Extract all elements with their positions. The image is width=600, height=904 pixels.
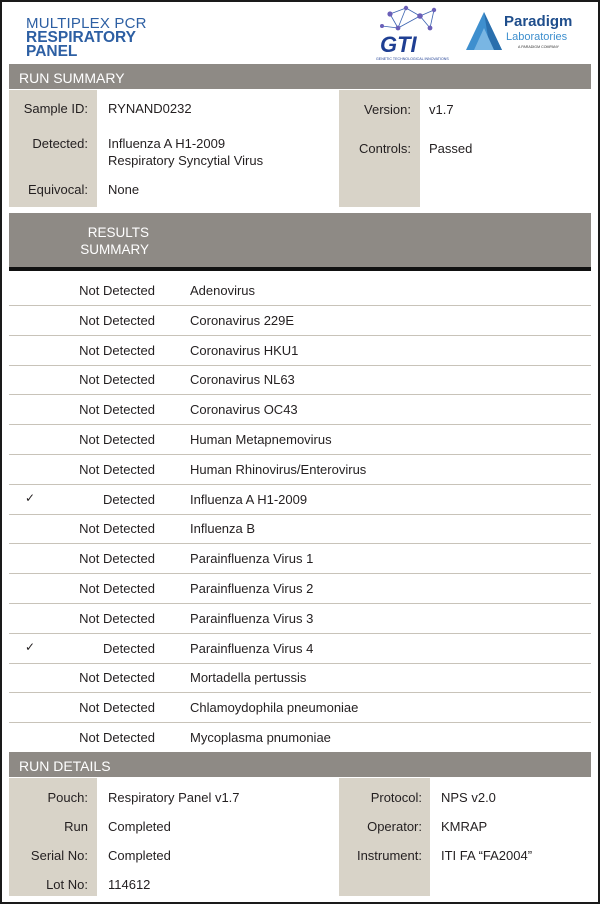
result-status: Not Detected [79,730,155,745]
result-status: Not Detected [79,700,155,716]
result-pathogen: Human Rhinovirus/Enterovirus [190,461,367,477]
results-summary-header [9,213,591,271]
run-label: Run [64,819,88,834]
result-status: Not Detected [79,551,155,567]
serial-label: Serial No: [30,848,88,863]
result-row [9,633,591,664]
controls-value: Passed [429,141,473,156]
result-status: Not Detected [79,610,155,626]
result-pathogen: Influenza B [190,521,256,537]
result-row [9,454,591,485]
result-pathogen: Influenza A H1-2009 [190,491,308,507]
result-row [9,543,591,574]
result-status: Not Detected [79,372,155,388]
svg-text:Paradigm: Paradigm [504,13,573,30]
result-pathogen: Coronavirus 229E [190,312,295,328]
result-status: Not Detected [79,461,155,477]
result-pathogen: Coronavirus OC43 [190,402,298,418]
report-title [26,16,147,59]
result-status: Not Detected [79,432,155,447]
result-status: Detected [102,491,155,507]
svg-text:GENETIC TECHNOLOGICAL INNOVATI: GENETIC TECHNOLOGICAL INNOVATIONS [376,57,449,61]
results-summary-title: RESULTS SUMMARY [80,225,149,257]
result-pathogen: Adenovirus [190,283,256,298]
pouch-label: Pouch: [47,790,88,805]
svg-text:Laboratories: Laboratories [506,31,568,43]
result-status: Not Detected [79,312,155,328]
controls-label: Controls: [358,141,411,156]
operator-value: KMRAP [441,819,488,834]
protocol-value: NPS v2.0 [441,790,496,805]
result-pathogen: Parainfluenza Virus 2 [190,581,314,596]
sample-id-label: Sample ID: [23,101,88,116]
run-details-bar [9,752,591,777]
protocol-label: Protocol: [370,790,422,805]
result-pathogen: Parainfluenza Virus 4 [190,640,314,656]
title-line-1: MULTIPLEX PCR [26,15,147,32]
result-row [9,305,591,336]
detected-value-1: Influenza A H1-2009 [108,136,226,151]
result-pathogen: Parainfluenza Virus 3 [190,610,314,626]
result-pathogen: Coronavirus HKU1 [190,342,299,358]
instrument-value: ITI FA “FA2004” [441,848,533,863]
result-pathogen: Mortadella pertussis [190,670,307,686]
check-icon: ✓ [25,639,36,654]
result-row [9,335,591,366]
result-pathogen: Mycoplasma pnumoniae [190,730,331,745]
check-icon: ✓ [25,490,36,505]
pouch-value: Respiratory Panel v1.7 [108,790,240,805]
detected-value-2: Respiratory Syncytial Virus [108,153,264,168]
lot-label: Lot No: [46,877,88,892]
operator-label: Operator: [367,819,422,834]
gti-wordmark [380,32,418,57]
instrument-label: Instrument: [356,848,422,863]
lot-value: 114612 [108,877,151,892]
title-line-2: RESPIRATORY [26,29,136,46]
version-label: Version: [364,102,411,117]
result-row [9,722,591,753]
svg-text:GTI: GTI [380,32,417,57]
result-status: Not Detected [79,670,155,686]
result-pathogen: Parainfluenza Virus 1 [190,551,314,567]
result-status: Not Detected [79,521,155,537]
result-pathogen: Coronavirus NL63 [190,372,295,388]
serial-value: Completed [108,848,171,863]
result-row [9,573,591,604]
run-details-title: RUN DETAILS [19,758,111,774]
result-pathogen: Chlamoydophila pneumoniae [190,700,359,716]
svg-text:A PARADIGM COMPANY: A PARADIGM COMPANY [518,45,560,49]
sample-id-value: RYNAND0232 [108,101,192,116]
result-row [9,394,591,425]
result-status: Not Detected [79,283,155,298]
result-row [9,364,591,395]
result-status: Not Detected [79,402,155,418]
equivocal-value: None [108,182,140,197]
result-status: Not Detected [79,581,155,596]
run-summary-bar [9,64,591,89]
result-row [9,692,591,723]
result-status: Not Detected [79,342,155,358]
result-pathogen: Human Metapnemovirus [190,432,332,447]
result-row [9,603,591,634]
result-row [9,484,591,515]
result-row [9,513,591,544]
equivocal-label: Equivocal: [28,182,88,197]
result-row [9,275,591,306]
paradigm-logo [464,10,576,54]
gti-logo [372,4,456,62]
run-summary-title: RUN SUMMARY [19,70,125,86]
result-row [9,424,591,455]
title-line-3: PANEL [26,43,78,60]
result-status: Detected [102,640,155,656]
version-value: v1.7 [429,102,454,117]
result-row [9,662,591,693]
detected-label: Detected: [32,136,88,151]
run-value: Completed [108,819,171,834]
